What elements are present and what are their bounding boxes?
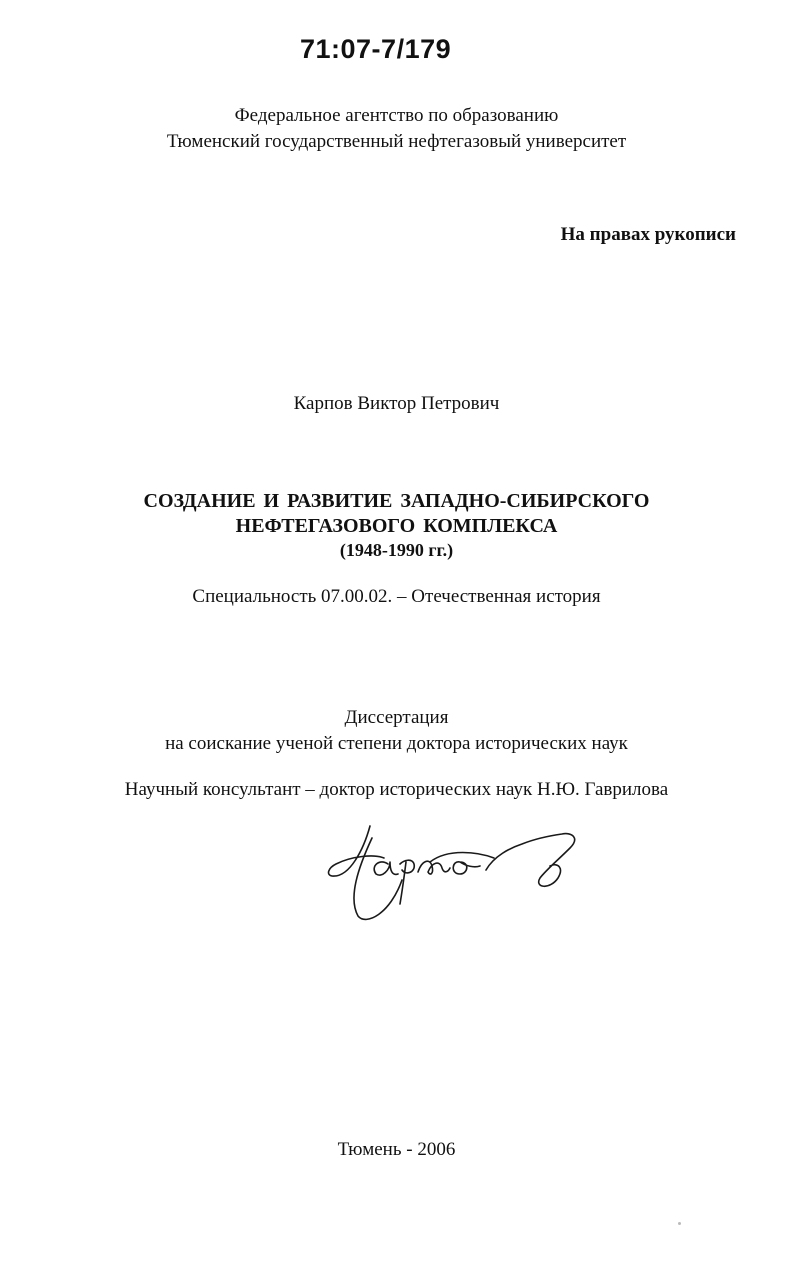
dissertation-degree: на соискание ученой степени доктора исторических наук [165,733,628,754]
title-years: (1948-1990 гг.) [339,540,454,560]
document-code: 71:07-7/179 [300,34,452,64]
city-year: Тюмень - 2006 [337,1139,456,1160]
institution-university: Тюменский государственный нефтегазовый университет [166,131,627,152]
title-line-2: НЕФТЕГАЗОВОГО КОМПЛЕКСА [235,515,558,537]
specialty-line: Специальность 07.00.02. – Отечественная история [192,586,601,607]
author-signature [318,818,608,928]
title-line-1: СОЗДАНИЕ И РАЗВИТИЕ ЗАПАДНО-СИБИРСКОГО [143,490,650,512]
institution-agency: Федеральное агентство по образованию [234,105,559,126]
manuscript-rights-label: На правах рукописи [560,224,736,245]
scientific-consultant: Научный консультант – доктор исторических наук Н.Ю. Гаврилова [124,779,669,800]
scan-speck [678,1222,681,1225]
dissertation-label: Диссертация [344,707,449,728]
author-name: Карпов Виктор Петрович [293,393,500,414]
